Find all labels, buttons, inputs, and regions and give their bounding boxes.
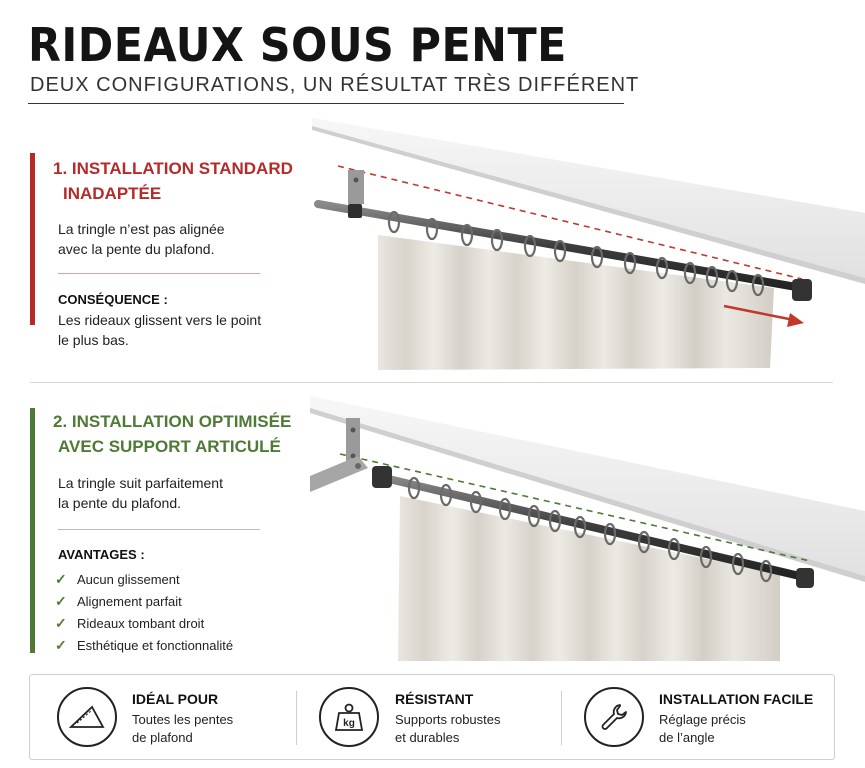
section1-heading-line1: 1. INSTALLATION STANDARD (53, 159, 293, 178)
wrench-icon (584, 687, 644, 747)
feature-resistant (296, 675, 561, 761)
feature-ideal (30, 675, 295, 761)
list-item: ✓ Esthétique et fonctionnalité (55, 636, 234, 653)
feature-desc-line1: Toutes les pentes (132, 712, 234, 727)
section2-advantages-label: AVANTAGES : (58, 547, 145, 562)
section1-consequence-line1: Les rideaux glissent vers le point (58, 312, 262, 328)
section2-description-line2: la pente du plafond. (58, 495, 181, 511)
feature-easy-install (561, 675, 835, 761)
section1-consequence-line2: le plus bas. (58, 332, 129, 348)
feature-desc-line2: de plafond (132, 730, 193, 745)
features-panel (29, 674, 835, 760)
svg-text:kg: kg (343, 718, 355, 729)
standard-installation-illustration (312, 118, 865, 380)
section1-description-line1: La tringle n’est pas alignée (58, 221, 225, 237)
check-icon: ✓ (55, 614, 67, 631)
page-title: RIDEAUX SOUS PENTE (28, 18, 567, 72)
list-item: ✓ Rideaux tombant droit (55, 614, 205, 631)
feature-desc-line1: Supports robustes (395, 712, 501, 727)
section1-accent-bar (30, 153, 35, 325)
weight-kg-icon (319, 687, 379, 747)
title-divider (28, 103, 624, 104)
list-item: ✓ Alignement parfait (55, 592, 182, 609)
feature-desc-line2: et durables (395, 730, 460, 745)
section1-heading-line2: INADAPTÉE (63, 184, 162, 203)
section2-description-line1: La tringle suit parfaitement (58, 475, 223, 491)
feature-desc-line1: Réglage précis (659, 712, 746, 727)
section2-heading-line1: 2. INSTALLATION OPTIMISÉE (53, 412, 292, 431)
section1-description-line2: avec la pente du plafond. (58, 241, 215, 257)
optimized-installation-illustration (310, 396, 865, 666)
check-icon: ✓ (55, 636, 67, 653)
section2-heading-line2: AVEC SUPPORT ARTICULÉ (58, 437, 281, 456)
feature-title: INSTALLATION FACILE (659, 691, 814, 707)
section-divider (30, 382, 833, 383)
list-item: ✓ Aucun glissement (55, 570, 180, 587)
slope-triangle-icon (57, 687, 117, 747)
advantages-list (55, 568, 233, 656)
section2-accent-bar (30, 408, 35, 653)
feature-desc-line2: de l’angle (659, 730, 715, 745)
section1-consequence-label: CONSÉQUENCE : (58, 292, 168, 307)
section2-rule (58, 529, 260, 530)
section1-rule (58, 273, 260, 274)
feature-title: IDÉAL POUR (132, 691, 219, 707)
page-subtitle: DEUX CONFIGURATIONS, UN RÉSULTAT TRÈS DIFFÉRENT (30, 74, 640, 96)
check-icon: ✓ (55, 570, 67, 587)
check-icon: ✓ (55, 592, 67, 609)
feature-title: RÉSISTANT (395, 691, 474, 707)
